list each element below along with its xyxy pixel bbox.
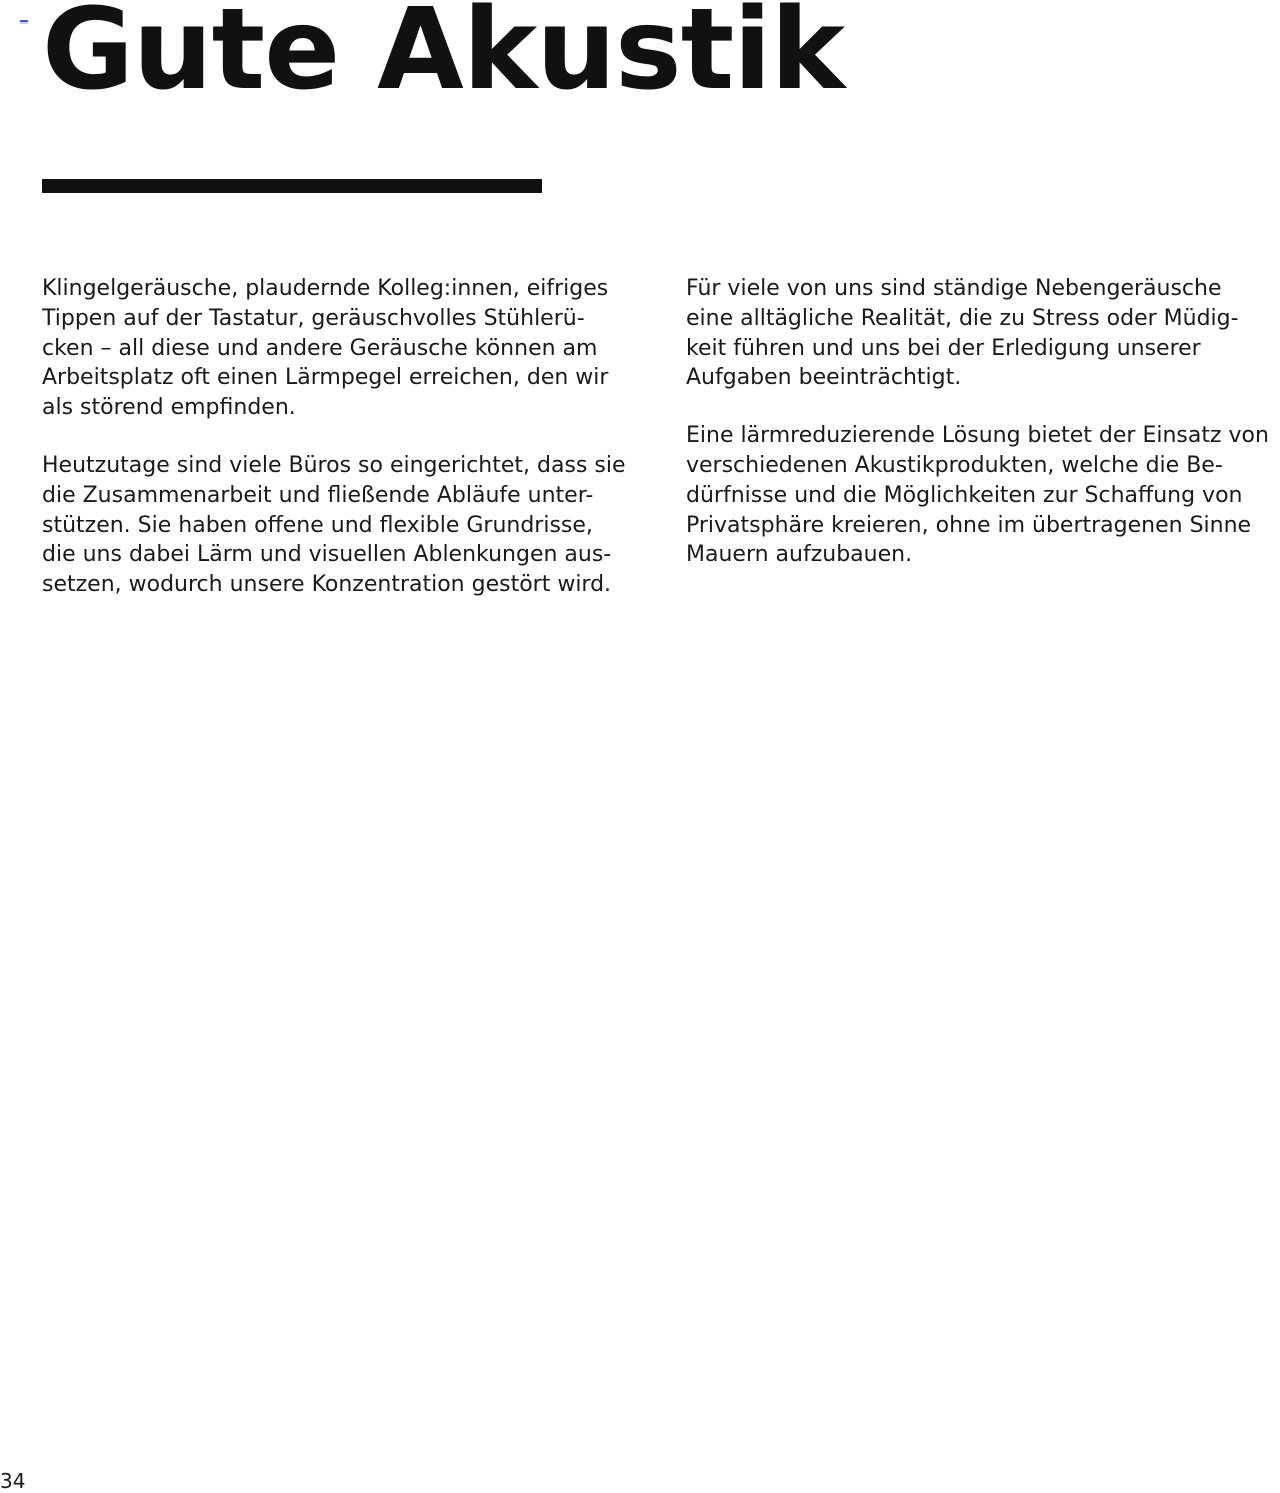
text-line: die Zusammenarbeit und fließende Abläufe unter- [42,482,594,508]
text-line: Klingelgeräusche, plaudernde Kolleg:innen, eifriges [42,276,609,301]
text-line: setzen, wodurch unsere Konzentration gestört wird. [42,572,612,598]
text-line: Privatsphäre kreieren, ohne im übertragenen Sinne [686,512,1252,538]
paragraph [686,421,1280,570]
paragraph [42,274,652,423]
text-line: verschiedenen Akustikprodukten, welche die Be- [686,452,1223,478]
text-line: Arbeitsplatz oft einen Lärmpegel erreichen, den wir [42,365,609,391]
text-line: als störend empfinden. [42,395,296,421]
page-title: Gute Akustik [42,0,845,115]
right-text-column [686,274,1280,598]
text-line: Tippen auf der Tastatur, geräuschvolles Stühlerü- [42,305,585,331]
text-line: Mauern aufzubauen. [686,542,913,568]
text-line: Aufgaben beeinträchtigt. [686,365,962,391]
flag-icon [20,20,28,26]
text-line: Eine lärmreduzierende Lösung bietet der Einsatz von [686,423,1269,449]
title-divider [42,179,542,193]
text-line: dürfnisse und die Möglichkeiten zur Schaffung von [686,482,1243,508]
paragraph [42,451,652,600]
page-number: 34 [0,1469,26,1493]
left-text-column [42,274,652,628]
flag-stripe-bottom [20,22,28,24]
text-line: keit führen und uns bei der Erledigung unserer [686,335,1201,361]
text-line: die uns dabei Lärm und visuellen Ablenkungen aus- [42,542,612,568]
text-line: cken – all diese und andere Geräusche können am [42,335,598,361]
text-line: Für viele von uns sind ständige Nebengeräusche [686,276,1222,301]
text-line: Heutzutage sind viele Büros so eingerichtet, dass sie [42,452,626,478]
text-line: stützen. Sie haben offene und flexible Grundrisse, [42,512,593,538]
paragraph [686,274,1280,393]
text-line: eine alltägliche Realität, die zu Stress oder Müdig- [686,305,1239,331]
